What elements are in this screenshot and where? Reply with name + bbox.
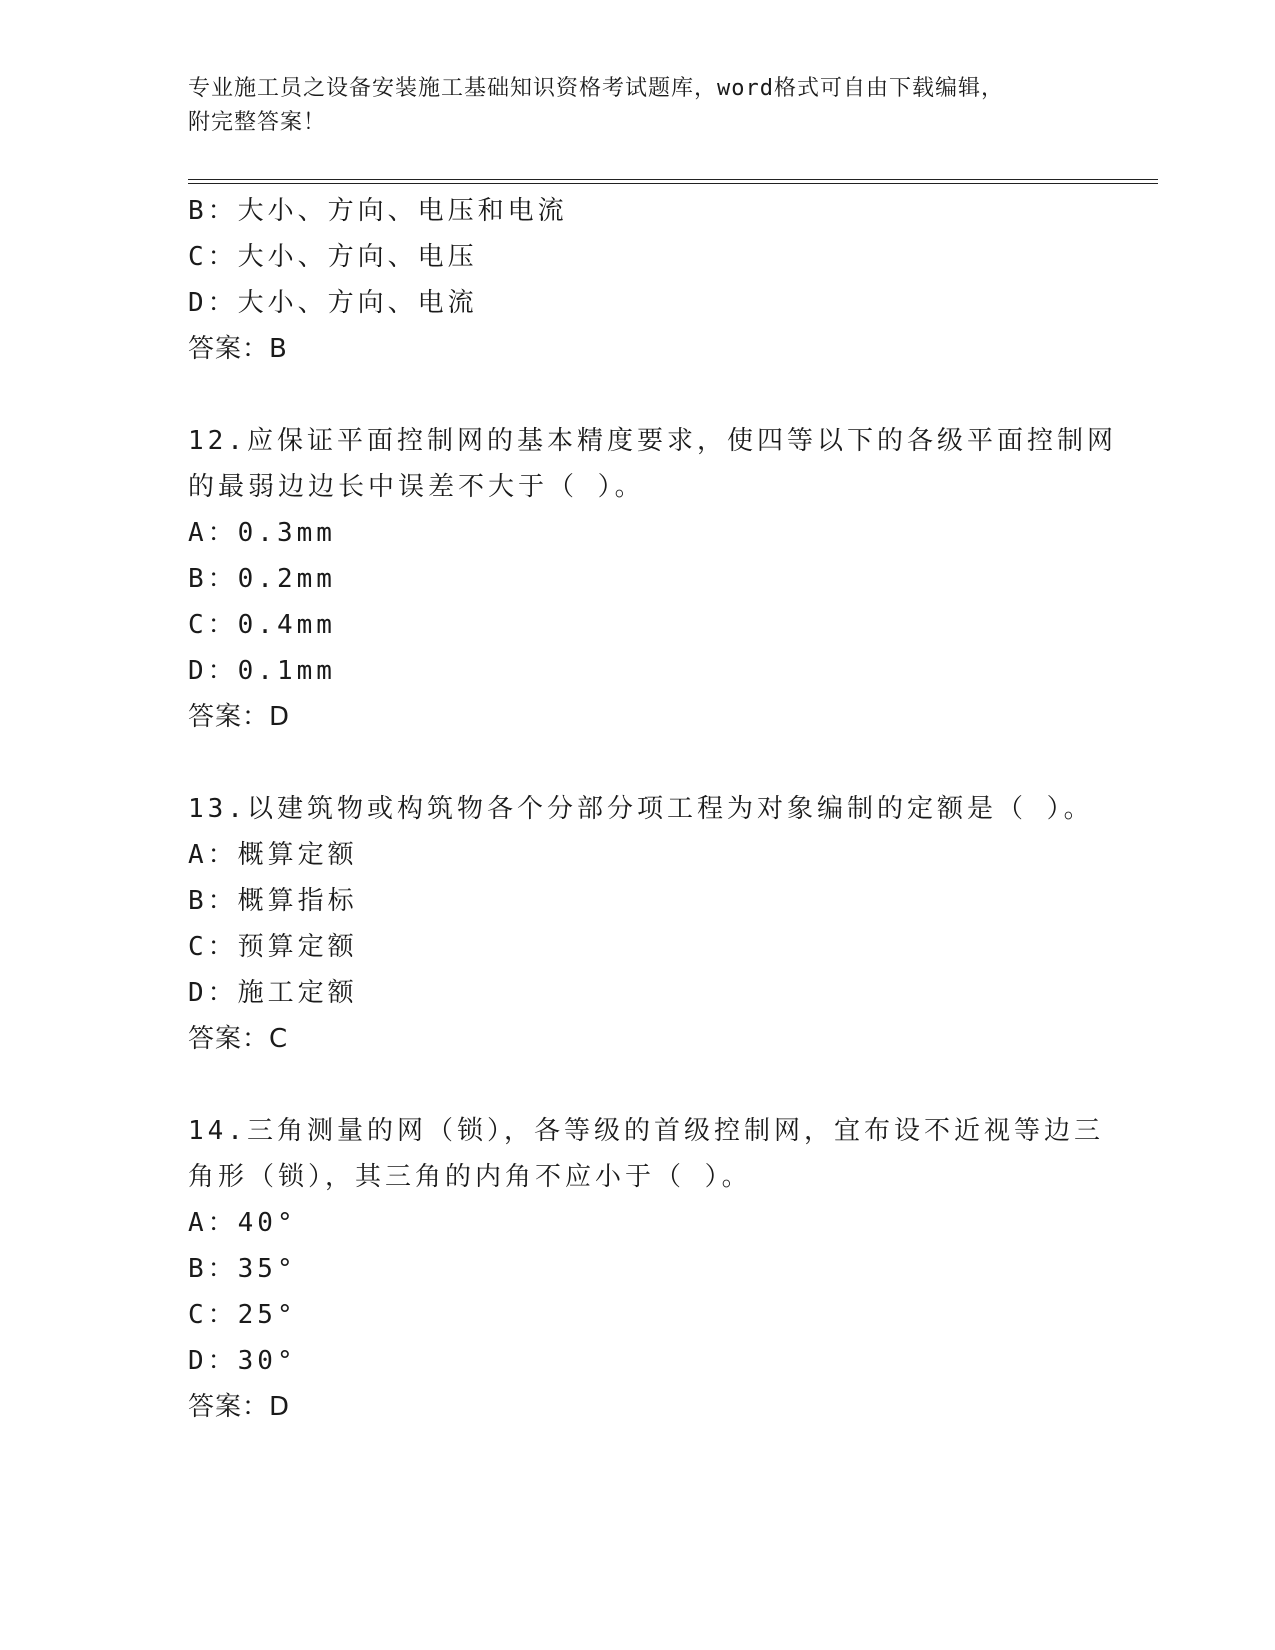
answer-line: 答案：D [188, 702, 291, 732]
question-14 [188, 1108, 1104, 1430]
document-header [188, 72, 1068, 140]
answer-line: 答案：B [188, 334, 288, 364]
spacer [188, 740, 1088, 786]
answer-line: 答案：D [188, 1392, 291, 1422]
option-d: D：大小、方向、电流 [188, 288, 478, 318]
spacer [188, 1062, 1088, 1108]
question-stem: 13.以建筑物或构筑物各个分部分项工程为对象编制的定额是（ ）。 [188, 794, 1094, 824]
question-list [188, 188, 1117, 1430]
spacer [188, 372, 1088, 418]
option-b: B：35° [188, 1254, 297, 1284]
question-stem: 角形（锁），其三角的内角不应小于（ ）。 [188, 1162, 752, 1192]
answer-line: 答案：C [188, 1024, 289, 1054]
question-stem: 的最弱边边长中误差不大于（ ）。 [188, 472, 645, 502]
option-b: B：大小、方向、电压和电流 [188, 196, 568, 226]
option-d: D：30° [188, 1346, 297, 1376]
option-a: A：概算定额 [188, 840, 358, 870]
header-title-line-2: 附完整答案！ [188, 110, 327, 135]
option-a: A：40° [188, 1208, 297, 1238]
question-stem: 14.三角测量的网（锁），各等级的首级控制网，宜布设不近视等边三 [188, 1116, 1104, 1146]
question-11-continued [188, 188, 1088, 372]
option-c: C：0.4mm [188, 610, 336, 640]
option-c: C：25° [188, 1300, 297, 1330]
question-stem: 12.应保证平面控制网的基本精度要求，使四等以下的各级平面控制网 [188, 426, 1117, 456]
option-c: C：预算定额 [188, 932, 358, 962]
header-divider-bottom [188, 183, 1158, 184]
option-b: B：概算指标 [188, 886, 358, 916]
option-b: B：0.2mm [188, 564, 336, 594]
header-divider-top [188, 179, 1158, 180]
option-d: D：施工定额 [188, 978, 358, 1008]
option-a: A：0.3mm [188, 518, 336, 548]
option-d: D：0.1mm [188, 656, 336, 686]
option-c: C：大小、方向、电压 [188, 242, 478, 272]
header-title-line-1: 专业施工员之设备安装施工基础知识资格考试题库，word格式可自由下载编辑， [188, 76, 1004, 101]
question-12 [188, 418, 1117, 740]
question-13 [188, 786, 1094, 1062]
